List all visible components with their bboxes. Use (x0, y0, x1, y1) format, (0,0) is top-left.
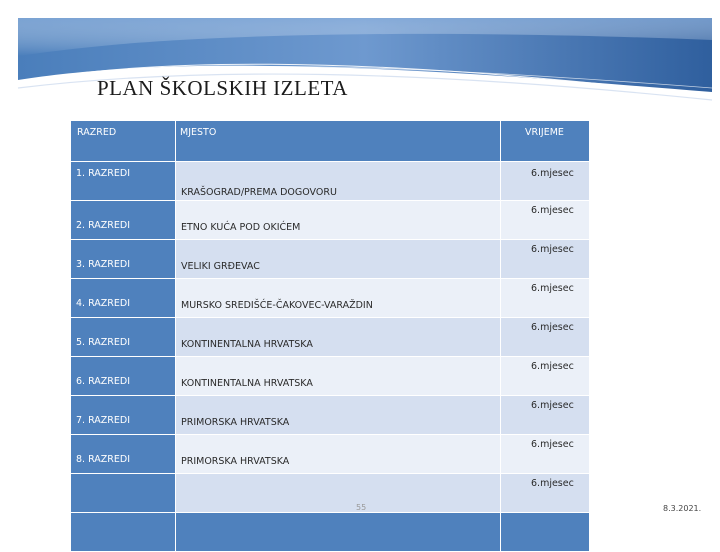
slide-date: 8.3.2021. (663, 504, 702, 513)
vrijeme-label: 6.mjesec (531, 439, 574, 450)
razred-label: 5. RAZREDI (76, 337, 131, 348)
mjesto-cell (176, 513, 501, 552)
razred-label: 7. RAZREDI (76, 415, 131, 426)
mjesto-cell (176, 417, 501, 474)
vrijeme-cell (501, 318, 590, 357)
razred-label: 8. RAZREDI (76, 454, 131, 465)
vrijeme-label: 6.mjesec (531, 244, 574, 255)
mjesto-cell (176, 456, 501, 513)
mjesto-cell (176, 339, 501, 396)
vrijeme-cell (501, 435, 590, 474)
vrijeme-label: 6.mjesec (531, 283, 574, 294)
mjesto-label: KONTINENTALNA HRVATSKA (181, 378, 313, 389)
header-mjesto (176, 121, 501, 162)
mjesto-label: KRAŠOGRAD/PREMA DOGOVORU (181, 187, 337, 198)
vrijeme-label: 6.mjesec (531, 168, 574, 179)
table-row (71, 435, 590, 474)
table-row (71, 513, 590, 552)
mjesto-cell (176, 261, 501, 318)
mjesto-cell (176, 187, 501, 240)
razred-label: 6. RAZREDI (76, 376, 131, 387)
header-vrijeme (501, 121, 590, 162)
vrijeme-cell (501, 396, 590, 435)
vrijeme-cell (501, 474, 590, 513)
vrijeme-cell (501, 279, 590, 318)
page-number: 55 (356, 503, 367, 512)
mjesto-label: PRIMORSKA HRVATSKA (181, 456, 290, 467)
excursion-plan-table (70, 120, 590, 552)
mjesto-label: VELIKI GRĐEVAC (181, 261, 260, 272)
header-razred (71, 121, 176, 162)
mjesto-cell (176, 300, 501, 357)
table-row (71, 240, 590, 279)
slide-title: PLAN ŠKOLSKIH IZLETA (97, 76, 348, 100)
header-razred-label: RAZRED (77, 127, 117, 138)
vrijeme-label: 6.mjesec (531, 361, 574, 372)
razred-label: 2. RAZREDI (76, 220, 131, 231)
vrijeme-label: 6.mjesec (531, 400, 574, 411)
vrijeme-label: 6.mjesec (531, 322, 574, 333)
mjesto-label: ETNO KUĆA POD OKIĆEM (181, 222, 301, 233)
table-row (71, 279, 590, 318)
table-row (71, 201, 590, 240)
razred-cell (71, 513, 176, 552)
razred-label: 4. RAZREDI (76, 298, 131, 309)
table-header-row (71, 121, 590, 162)
vrijeme-cell (501, 162, 590, 201)
header-vrijeme-label: VRIJEME (525, 127, 564, 138)
mjesto-cell (176, 378, 501, 435)
vrijeme-cell (501, 513, 590, 552)
table-row (71, 396, 590, 435)
vrijeme-label: 6.mjesec (531, 205, 574, 216)
razred-label: 3. RAZREDI (76, 259, 131, 270)
vrijeme-cell (501, 201, 590, 240)
table-row (71, 318, 590, 357)
table-row (71, 357, 590, 396)
vrijeme-cell (501, 357, 590, 396)
mjesto-label: MURSKO SREDIŠĆE-ČAKOVEC-VARAŽDIN (181, 300, 373, 311)
vrijeme-label: 6.mjesec (531, 478, 574, 489)
razred-cell (71, 454, 176, 513)
mjesto-label: PRIMORSKA HRVATSKA (181, 417, 290, 428)
table-row (71, 474, 590, 513)
vrijeme-cell (501, 240, 590, 279)
razred-label: 1. RAZREDI (76, 168, 131, 179)
mjesto-cell (176, 222, 501, 279)
header-mjesto-label: MJESTO (180, 127, 217, 138)
razred-cell (71, 162, 176, 201)
mjesto-label: KONTINENTALNA HRVATSKA (181, 339, 313, 350)
